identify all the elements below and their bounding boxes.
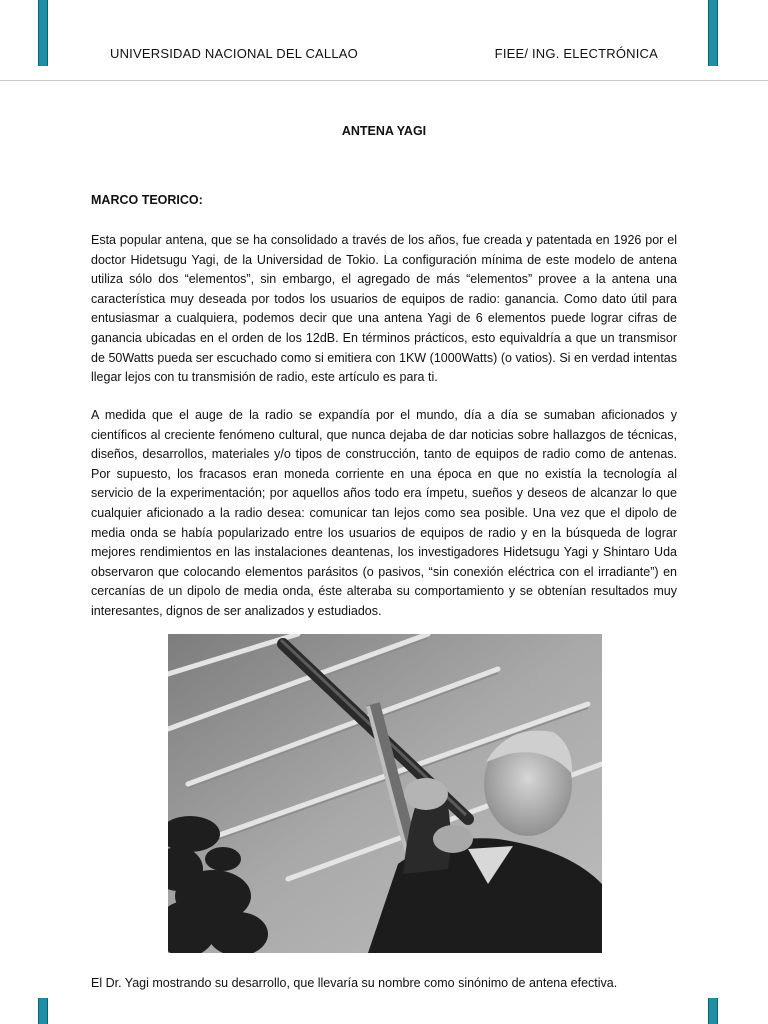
- decorative-bar-top-right: [708, 0, 718, 66]
- paragraph-1: Esta popular antena, que se ha consolidado a través de los años, fue creada y patentada en 1926 por el doctor Hidetsugu Yagi, de la Universidad de Tokio. La configuración mínima de este modelo de antena utiliza sólo dos “elementos”, sin embargo, el agregado de más “elementos” provee a la antena una característica muy deseada por todos los usuarios de equipos de radio: ganancia. Como dato útil para entusiasmar a cualquiera, podemos decir que una antena Yagi de 6 elementos puede lograr cifras de ganancia ubicadas en el orden de los 12dB. En términos prácticos, esto equivaldría a que un transmisor de 50Watts pueda ser escuchado como si emitiera con 1KW (1000Watts) (o vatios). Si en verdad intentas llegar lejos con tu transmisión de radio, este artículo es para ti.: [91, 233, 677, 385]
- page-header: [110, 46, 658, 61]
- paragraph-2: A medida que el auge de la radio se expandía por el mundo, día a día se sumaban aficionados y científicos al creciente fenómeno cultural, que nunca dejaba de dar noticias sobre hallazgos de técnicas, diseños, desarrollos, materiales y/o tipos de construcción, tanto de equipos de radio como de antenas. Por supuesto, los fracasos eran moneda corriente en una época en que no existía la tecnología al servicio de la experimentación; por aquellos años todo era ímpetu, sueños y deseos de alcanzar lo que cualquier aficionado a la radio desea: comunicar tan lejos como sea posible. Una vez que el dipolo de media onda se había popularizado entre los usuarios de equipos de radio y en la búsqueda de lograr mejores rendimientos en las instalaciones deantenas, los investigadores Hidetsugu Yagi y Shintaro Uda observaron que colocando elementos parásitos (o pasivos, “sin conexión eléctrica con el irradiante”) en cercanías de un dipolo de media onda, éste alteraba su comportamiento y se obtenían resultados muy interesantes, dignos de ser analizados y estudiados.: [91, 408, 677, 618]
- document-title: ANTENA YAGI: [341, 124, 427, 138]
- header-institution: UNIVERSIDAD NACIONAL DEL CALLAO: [110, 46, 358, 61]
- section-heading: MARCO TEORICO:: [91, 193, 203, 207]
- decorative-bar-bottom-left: [38, 998, 48, 1024]
- yagi-photo: [168, 634, 602, 953]
- decorative-bar-top-left: [38, 0, 48, 66]
- header-department: FIEE/ ING. ELECTRÓNICA: [494, 46, 658, 61]
- photo-caption: El Dr. Yagi mostrando su desarrollo, que llevaría su nombre como sinónimo de antena efectiva.: [91, 976, 618, 990]
- header-divider: [0, 80, 768, 81]
- decorative-bar-bottom-right: [708, 998, 718, 1024]
